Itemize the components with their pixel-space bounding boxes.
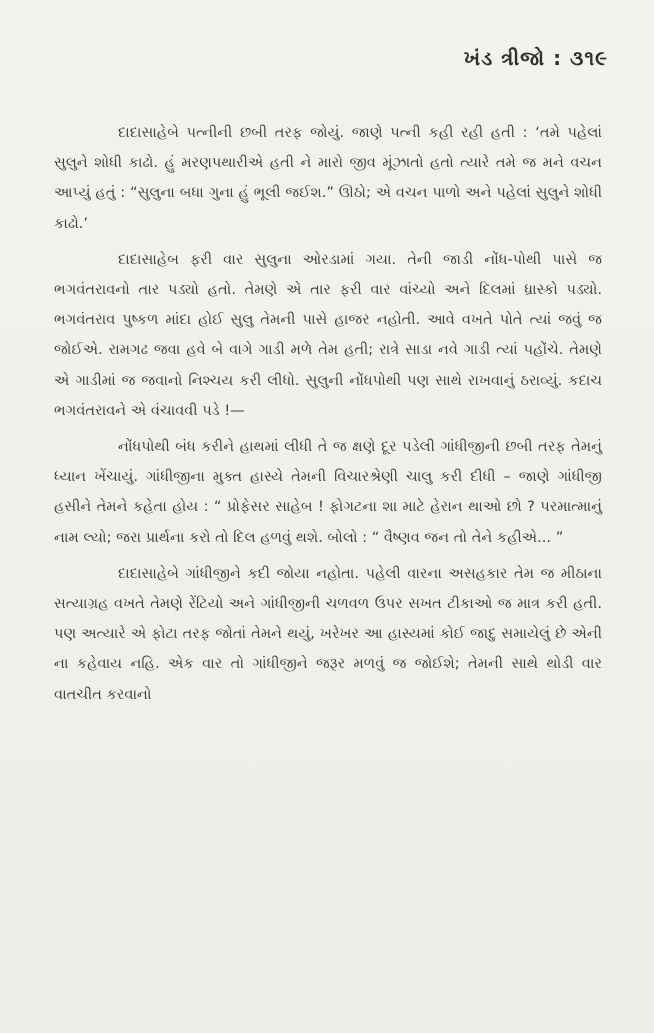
paragraph: દાદાસાહેબે પત્નીની છબી તરફ જોયું. જાણે પત્ની કહી રહી હતી : ‘તમે પહેલાં સુલુને શોધી કાઢો. હું મરણપથારીએ હતી ને મારો જીવ મૂંઝાતો હતો ત્યારે તમે જ મને વચન આપ્યું હતું : “સુલુના બધા ગુના હું ભૂલી જઈશ.” ઊઠો; એ વચન પાળો અને પહેલાં સુલુને શોધી કાઢો.’ bbox=[54, 124, 602, 232]
running-head: ખંડ ત્રીજો : ૩૧૯ bbox=[463, 46, 608, 70]
paragraph: નોંધપોથી બંધ કરીને હાથમાં લીધી તે જ ક્ષણે દૂર પડેલી ગાંધીજીની છબી તરફ તેમનું ધ્યાન ખેંચાયું. ગાંધીજીના મુક્ત હાસ્યે તેમની વિચારશ્રેણી ચાલુ કરી દીધી – જાણે ગાંધીજી હસીને તેમને કહેતા હોય : “ પ્રોફેસર સાહેબ ! ફોગટના શા માટે હેરાન થાઓ છો ? પરમાત્માનું નામ લ્યો; જરા પ્રાર્થના કરો તો દિલ હળવું થશે. બોલો : “ વૈષ્ણવ જન તો તેને કહીએ... ” bbox=[54, 438, 602, 546]
paragraph: દાદાસાહેબ ફરી વાર સુલુના ઓરડામાં ગયા. તેની જાડી નોંધ-પોથી પાસે જ ભગવંતરાવનો તાર પડ્યો હતો. તેમણે એ તાર ફરી વાર વાંચ્યો અને દિલમાં ધ્રાસ્કો પડ્યો. ભગવંતરાવ પુષ્કળ માંદા હોઈ સુલુ તેમની પાસે હાજર નહોતી. આવે વખતે પોતે ત્યાં જવું જ જોઈએ. રામગઢ જવા હવે બે વાગે ગાડી મળે તેમ હતી; રાત્રે સાડા નવે ગાડી ત્યાં પહોંચે. તેમણે એ ગાડીમાં જ જવાનો નિશ્ચય કરી લીધો. સુલુની નોંધપોથી પણ સાથે રાખવાનું ઠરાવ્યું. કદાચ ભગવંતરાવને એ વંચાવવી પડે !— bbox=[54, 250, 602, 419]
paragraph: દાદાસાહેબે ગાંધીજીને કદી જોયા નહોતા. પહેલી વારના અસહકાર તેમ જ મીઠાના સત્યાગ્રહ વખતે તેમણે રેંટિયો અને ગાંધીજીની ચળવળ ઉપર સખત ટીકાઓ જ માત્ર કરી હતી. પણ અત્યારે એ ફોટા તરફ જોતાં તેમને થયું, ખરેખર આ હાસ્યમાં કોઈ જાદુ સમાયેલું છે એની ના કહેવાય નહિ. એક વાર તો ગાંધીજીને જરૂર મળવું જ જોઈશે; તેમની સાથે થોડી વાર વાતચીત કરવાનો bbox=[54, 564, 602, 703]
page-body bbox=[54, 118, 602, 716]
